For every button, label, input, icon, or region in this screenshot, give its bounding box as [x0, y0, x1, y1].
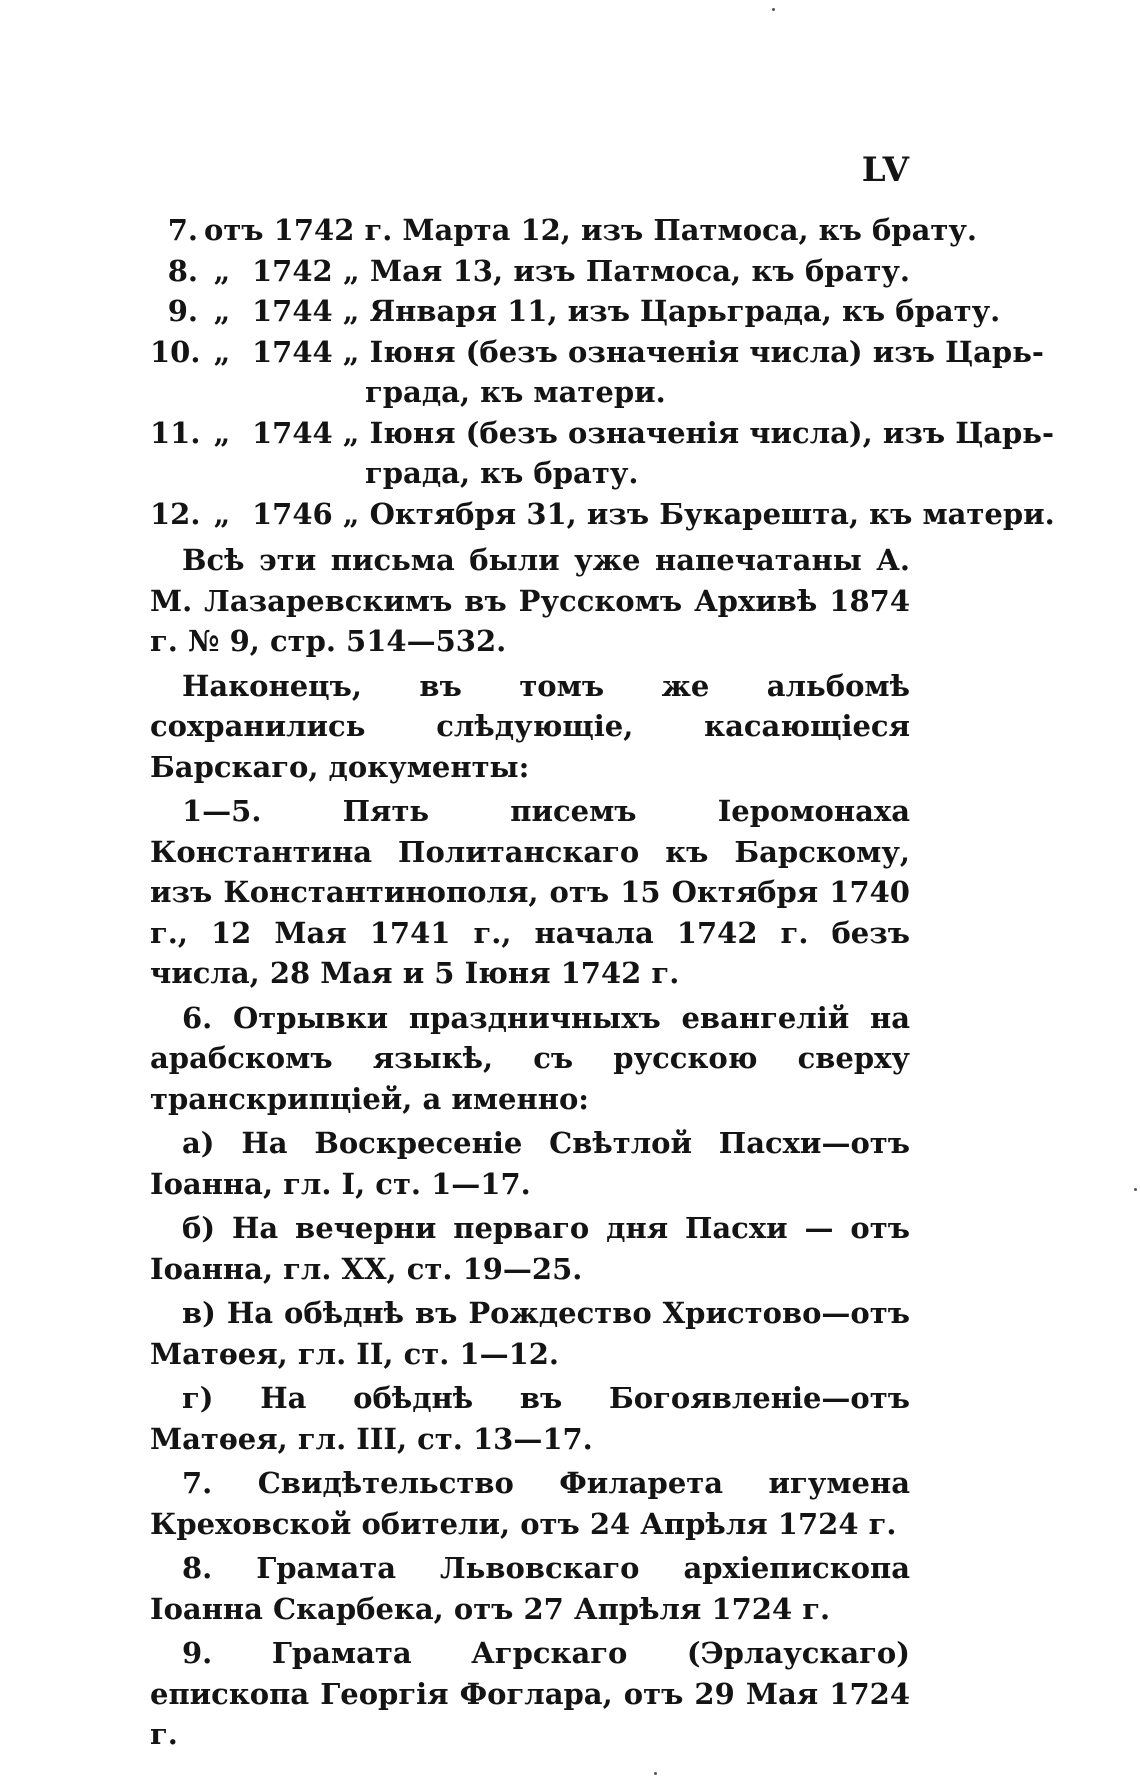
item-number: 8.	[167, 253, 198, 288]
ditto-mark: „	[213, 253, 231, 288]
paragraph-item-8: 8. Грамата Львовскаго архіепископа Іоанна Скарбека, отъ 27 Апрѣля 1724 г.	[150, 1551, 910, 1626]
list-item	[150, 494, 1055, 535]
paragraph-item-1-5: 1—5. Пять писемъ Іеромонаха Константина Политанскаго къ Барскому, изъ Константинополя, отъ 15 Октября 1740 г., 12 Мая 1741 г., начала 1742 г. безъ числа, 28 Мая и 5 Іюня 1742 г.	[150, 794, 910, 990]
paragraph-published: Всѣ эти письма были уже напечатаны А. М. Лазаревскимъ въ Русскомъ Архивѣ 1874 г. № 9, стр. 514—532.	[150, 543, 910, 658]
paragraph-documents-intro: Наконецъ, въ томъ же альбомѣ сохранились слѣдующіе, касающіеся Барскаго, документы:	[150, 668, 910, 784]
item-continuation: града, къ матери.	[365, 375, 666, 409]
page-text	[150, 210, 1055, 1755]
item-text: 1744 „ Января 11, изъ Царьграда, къ брату.	[252, 294, 1001, 328]
item-continuation: града, къ брату.	[365, 456, 639, 490]
paragraph-item-9: 9. Грамата Агрскаго (Эрлаускаго) епископа Георгія Фоглара, отъ 29 Мая 1724 г.	[150, 1636, 910, 1751]
subitem-b: б) На вечерни перваго дня Пасхи — отъ Іоанна, гл. XX, ст. 19—25.	[150, 1211, 910, 1286]
ditto-mark: „	[213, 334, 231, 369]
paragraph-item-7: 7. Свидѣтельство Филарета игумена Креховской обители, отъ 24 Апрѣля 1724 г.	[150, 1466, 910, 1541]
item-number: 11.	[150, 415, 201, 450]
item-text: 1742 „ Мая 13, изъ Патмоса, къ брату.	[252, 253, 910, 288]
subitem-a: а) На Воскресеніе Свѣтлой Пасхи—отъ Іоанна, гл. I, ст. 1—17.	[150, 1126, 910, 1201]
item-number: 10.	[150, 334, 201, 369]
ditto-mark: „	[213, 294, 231, 328]
item-text: 1746 „ Октября 31, изъ Букарешта, къ матери.	[252, 496, 1055, 531]
list-item	[150, 251, 910, 292]
list-item	[150, 413, 1055, 454]
scan-speck	[772, 8, 775, 11]
list-item	[150, 291, 1001, 332]
item-text: 1744 „ Іюня (безъ означенія числа) изъ Царь-	[252, 334, 1044, 369]
list-item	[150, 332, 1044, 373]
subitem-g: г) На обѣднѣ въ Богоявленіе—отъ Матѳея, гл. III, ст. 13—17.	[150, 1381, 910, 1456]
subitem-v: в) На обѣднѣ въ Рождество Христово—отъ Матѳея, гл. II, ст. 1—12.	[150, 1296, 910, 1371]
paragraph-item-6: 6. Отрывки праздничныхъ евангелій на арабскомъ языкѣ, съ русскою сверху транскрипціей, а именно:	[150, 1000, 910, 1116]
page-number: LV	[861, 150, 910, 190]
item-number: 9.	[167, 294, 198, 328]
ditto-mark: „	[213, 415, 231, 450]
scan-speck	[654, 1772, 657, 1775]
item-text: отъ 1742 г. Марта 12, изъ Патмоса, къ брату.	[204, 213, 978, 247]
letters-list	[150, 210, 1055, 534]
item-number: 7.	[167, 213, 198, 247]
ditto-mark: „	[213, 496, 231, 531]
scan-speck	[1134, 1188, 1137, 1191]
list-item	[150, 210, 978, 251]
item-number: 12.	[150, 496, 201, 531]
item-text: 1744 „ Іюня (безъ означенія числа), изъ Царь-	[252, 415, 1055, 450]
